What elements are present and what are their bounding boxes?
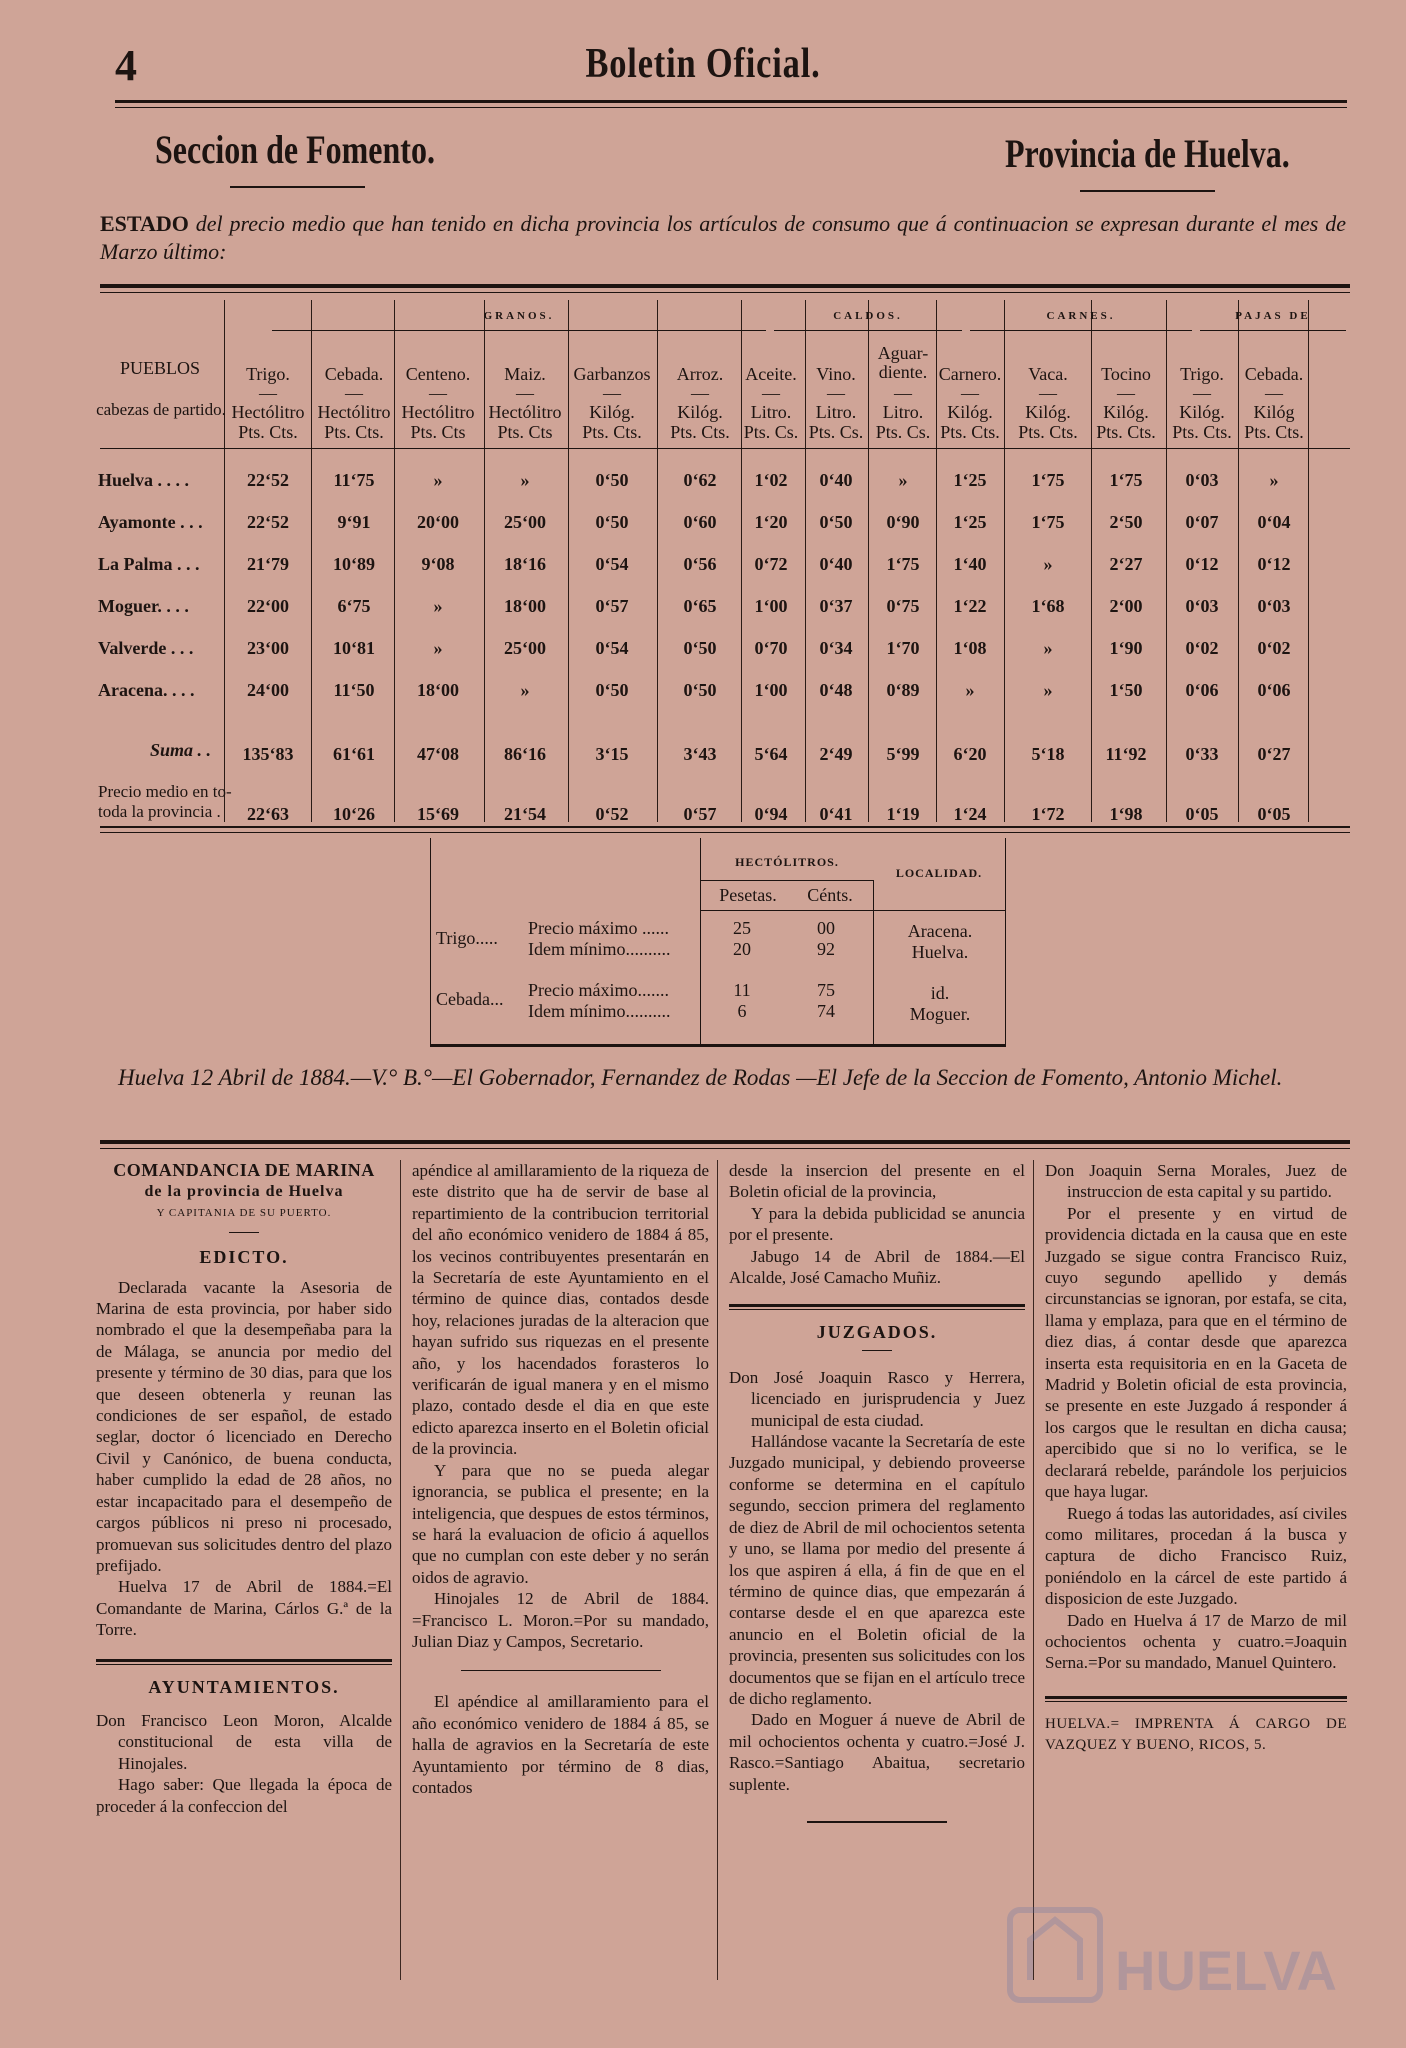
table-cell: 0‘03: [1185, 470, 1219, 490]
table-cell: 21‘79: [247, 554, 289, 574]
table-cell: 1‘75: [1031, 512, 1065, 532]
table-cell: 11‘75: [333, 470, 375, 490]
column-unit: Kilóg.: [1025, 402, 1071, 422]
column-money: Pts. Cs.: [743, 422, 799, 442]
table-group-header: GRANOS.: [483, 310, 555, 322]
column-money: Pts. Cts: [497, 422, 553, 442]
newspaper-title: Boletin Oficial.: [585, 41, 821, 87]
column-header-dash: —: [827, 383, 845, 403]
group-header-rule: [970, 330, 1192, 331]
table-cell: 0‘04: [1257, 512, 1291, 532]
edicto-signature: Huelva 17 de Abril de 1884.=El Comandante de Marina, Cárlos G.ª de la Torre.: [96, 1577, 392, 1640]
trigo-label: Trigo.....: [436, 928, 498, 948]
column-money: Pts. Cs.: [875, 422, 931, 442]
juez-municipal: Don José Joaquin Rasco y Herrera, licenciado en jurisprudencia y Juez municipal de esta ciudad.: [729, 1367, 1025, 1430]
requisitoria-text: Por el presente y en virtud de providencia dictada en la causa que en este Juzgado se sigue contra Francisco Ruiz, cuyo segundo apellido y demás circunstancias se ignoran, por estafa, se cita, llama y emplaza, para que en el término de diez dias, á contar desde que aparezca inserta esta requisitoria en en la Gaceta de Madrid y Boletin oficial de esta provincia, se presente en este Juzgado á responder á los cargos que le resultan en dicha causa; apercibido que si no lo verifica, se le declarará rebelde, parándole los perjuicios que haya lugar.: [1045, 1203, 1347, 1502]
group-header-rule: [1200, 330, 1346, 331]
column-header: Aguar-diente.: [877, 343, 929, 382]
table-cell: 1‘00: [754, 596, 788, 616]
localidad-value: Huelva.: [911, 942, 969, 962]
table-cell: 0‘90: [886, 512, 920, 532]
column-header-dash: —: [1039, 383, 1057, 403]
column-unit: Hectólitro: [317, 402, 391, 422]
frame-line: [700, 880, 874, 881]
group-header-rule: [774, 330, 962, 331]
table-row-name: Valverde . . .: [98, 638, 194, 658]
table-cell: 21‘54: [504, 804, 546, 824]
table-cell: 0‘40: [819, 554, 853, 574]
table-cell: 1‘24: [953, 804, 987, 824]
column-money: Pts. Cts.: [238, 422, 298, 442]
table-cell: 6‘75: [337, 596, 371, 616]
table-cell: 25‘00: [504, 638, 546, 658]
table-cell: 1‘98: [1109, 804, 1143, 824]
pueblos-header: PUEBLOS: [119, 358, 200, 378]
table-cell: 0‘07: [1185, 512, 1219, 532]
table-cell: »: [433, 638, 443, 658]
column-unit: Hectólitro: [488, 402, 562, 422]
column-money: Pts. Cts.: [324, 422, 384, 442]
table-cell: 1‘50: [1109, 680, 1143, 700]
table-cell: 1‘00: [754, 680, 788, 700]
table-cell: 1‘20: [754, 512, 788, 532]
estado-lead: ESTADO: [100, 211, 189, 236]
library-watermark: [1000, 1840, 1340, 2020]
table-cell: 0‘06: [1185, 680, 1219, 700]
table-cell: 0‘02: [1185, 638, 1219, 658]
column-unit: Hectólitro: [231, 402, 305, 422]
table-cell: 3‘43: [683, 744, 717, 764]
page-number: 4: [115, 41, 137, 90]
table-cell: 0‘50: [595, 512, 629, 532]
heading-dash: [229, 1232, 259, 1233]
table-cell: 0‘70: [754, 638, 788, 658]
table-cell: 0‘50: [683, 638, 717, 658]
table-cell: 0‘12: [1257, 554, 1291, 574]
table-cell: 0‘33: [1185, 744, 1219, 764]
column-header: Garbanzos: [573, 364, 651, 384]
edicto-heading: EDICTO.: [199, 1247, 289, 1268]
column-header: Vaca.: [1028, 364, 1068, 384]
table-bottom-rule: [100, 826, 1350, 828]
table-group-header: CALDOS.: [833, 310, 903, 322]
divider: [729, 1304, 1025, 1307]
table-row-name: Suma . .: [150, 740, 212, 760]
column-header: Cebada.: [1244, 364, 1304, 384]
table-row-name: La Palma . . .: [98, 554, 200, 574]
column-money: Pts. Cts.: [582, 422, 642, 442]
table-cell: 61‘61: [333, 744, 375, 764]
column-header: Centeno.: [405, 364, 471, 384]
table-group-header: CARNES.: [1046, 310, 1116, 322]
table-cell: 9‘91: [337, 512, 371, 532]
section-title-left: Seccion de Fomento.: [155, 127, 435, 172]
column-header: Tocino: [1101, 364, 1151, 384]
table-cell: 0‘62: [683, 470, 717, 490]
table-cell: 1‘19: [886, 804, 920, 824]
table-cell: 22‘00: [247, 596, 289, 616]
column-money: Pts. Cts.: [1018, 422, 1078, 442]
table-cell: »: [433, 470, 443, 490]
table-cell: 20‘00: [417, 512, 459, 532]
column-money: Pts. Cts.: [1172, 422, 1232, 442]
table-row-name: Aracena. . . .: [98, 680, 195, 700]
apendice-text: El apéndice al amillaramiento para el año económico venidero de 1884 á 85, se halla de agravios en la Secretaría de este Ayuntamiento por término de 8 dias, contados: [412, 1692, 709, 1797]
table-cell: 1‘72: [1031, 804, 1065, 824]
table-top-rule-thin: [100, 292, 1350, 293]
table-cell: 0‘65: [683, 596, 717, 616]
table-cell: »: [520, 470, 530, 490]
table-cell: 0‘94: [754, 804, 788, 824]
precio-max-label: Precio máximo ......: [528, 918, 669, 938]
table-cell: 22‘63: [247, 804, 289, 824]
imprenta-colophon: HUELVA.= IMPRENTA Á CARGO DE VAZQUEZ Y BUENO, RICOS, 5.: [1045, 1715, 1347, 1754]
column-header-dash: —: [961, 383, 979, 403]
localidad-header: LOCALIDAD.: [895, 866, 983, 880]
table-cell: 5‘64: [754, 744, 788, 764]
brace: [520, 920, 522, 960]
table-cell: 11‘92: [1105, 744, 1147, 764]
hinojales-alcalde: Don Francisco Leon Moron, Alcalde constitucional de esta villa de Hinojales.: [96, 1710, 392, 1773]
cents-value: 74: [817, 1001, 835, 1021]
ruego-text: Ruego á todas las autoridades, así civiles como militares, procedan á la busca y captura de dicho Francisco Ruiz, poniéndolo en la cárcel de este partido á disposicion de este Juzgado.: [1045, 1503, 1347, 1609]
column-header: Arroz.: [676, 364, 724, 384]
cents-value: 75: [817, 980, 835, 1000]
table-cell: 5‘99: [886, 744, 920, 764]
table-cell: »: [433, 596, 443, 616]
pesetas-value: 20: [733, 939, 751, 959]
table-cell: 1‘40: [953, 554, 987, 574]
table-cell: 23‘00: [247, 638, 289, 658]
divider-thin: [96, 1664, 392, 1665]
table-cell: 1‘22: [953, 596, 987, 616]
end-rule: [807, 1821, 947, 1823]
header-rule-thin: [115, 107, 1347, 108]
table-cell: 0‘03: [1185, 596, 1219, 616]
idem-min-label: Idem mínimo..........: [528, 1001, 671, 1021]
table-cell: 2‘50: [1109, 512, 1143, 532]
table-cell: 0‘03: [1257, 596, 1291, 616]
divider-thin: [1045, 1701, 1347, 1702]
column-unit: Kilóg.: [677, 402, 723, 422]
frame-line: [700, 910, 874, 911]
column-header-dash: —: [1117, 383, 1135, 403]
table-cell: 86‘16: [504, 744, 546, 764]
juzgados-heading: JUZGADOS.: [816, 1322, 938, 1343]
hinojales-text-start: Hago saber: Que llegada la época de proceder á la confeccion del: [96, 1775, 392, 1816]
pueblos-subheader: cabezas de partido.: [96, 400, 226, 419]
table-cell: 1‘90: [1109, 638, 1143, 658]
frame-line: [873, 910, 1005, 911]
comandancia-heading: COMANDANCIA DE MARINA: [113, 1160, 375, 1180]
table-cell: 0‘50: [683, 680, 717, 700]
column-money: Pts. Cts.: [940, 422, 1000, 442]
table-cell: 0‘57: [683, 804, 717, 824]
table-cell: 0‘50: [819, 512, 853, 532]
hinojales-ignorancia: Y para que no se pueda alegar ignorancia, se publica el presente; en la inteligencia, que despues de estos términos, se hará la evaluacion de oficio á aquellos que no cumplan con este deber y no serán oidos de agravio.: [412, 1460, 709, 1587]
divider: [461, 1670, 661, 1671]
table-row-name: Precio medio en to-: [98, 782, 232, 801]
column-header: Maiz.: [504, 364, 546, 384]
column-unit: Kilóg: [1253, 402, 1295, 422]
column-unit: Kilóg.: [947, 402, 993, 422]
cents-value: 00: [817, 918, 835, 938]
table-row-name: Moguer. . . .: [98, 596, 189, 616]
table-cell: 0‘37: [819, 596, 853, 616]
table-cell: 0‘60: [683, 512, 717, 532]
table-cell: 0‘54: [595, 638, 629, 658]
heading-dash: [862, 1350, 892, 1351]
divider-thin: [729, 1309, 1025, 1310]
jabugo-signature: Jabugo 14 de Abril de 1884.—El Alcalde, José Camacho Muñiz.: [729, 1246, 1025, 1288]
table-cell: 18‘16: [504, 554, 546, 574]
table-top-rule: [100, 284, 1350, 288]
localidad-value: Aracena.: [907, 921, 973, 941]
table-cell: »: [520, 680, 530, 700]
table-cell: 0‘50: [595, 680, 629, 700]
estado-text: del precio medio que han tenido en dicha provincia los artículos de consumo que á continuacion se expresan durante el mes de Marzo último:: [100, 211, 1346, 264]
table-cell: 47‘08: [417, 744, 459, 764]
pesetas-value: 11: [733, 980, 751, 1000]
table-cell: 24‘00: [247, 680, 289, 700]
table-cell: 1‘25: [953, 470, 987, 490]
column-header: Carnero.: [938, 364, 1002, 384]
table-cell: 0‘48: [819, 680, 853, 700]
localidad-value: Moguer.: [909, 1004, 971, 1024]
table-cell: 0‘27: [1257, 744, 1291, 764]
column-header-dash: —: [259, 383, 277, 403]
comandancia-subheading: de la provincia de Huelva: [144, 1183, 344, 1201]
watermark-text: HUELVA: [1115, 1939, 1337, 2002]
hectolitros-header: HECTÓLITROS.: [735, 855, 839, 869]
section-ornament-right: [1080, 190, 1215, 192]
section-title-right: Provincia de Huelva.: [1005, 131, 1290, 176]
column-4: [1045, 1160, 1347, 1757]
table-row-name: toda la provincia .: [98, 802, 221, 821]
table-cell: 11‘50: [333, 680, 375, 700]
table-cell: 0‘50: [595, 470, 629, 490]
column-header: Vino.: [816, 364, 856, 384]
table-cell: 5‘18: [1031, 744, 1065, 764]
table-cell: 0‘54: [595, 554, 629, 574]
table-cell: 0‘40: [819, 470, 853, 490]
column-header-dash: —: [762, 383, 780, 403]
table-cell: 0‘02: [1257, 638, 1291, 658]
column-unit: Litro.: [750, 402, 792, 422]
table-cell: »: [965, 680, 975, 700]
table-cell: 6‘20: [953, 744, 987, 764]
jabugo-text: desde la insercion del presente en el Boletin oficial de la provincia,: [729, 1161, 1025, 1202]
column-money: Pts. Cs.: [808, 422, 864, 442]
table-row-name: Huelva . . . .: [98, 470, 190, 490]
table-cell: 1‘25: [953, 512, 987, 532]
table-cell: 10‘89: [333, 554, 375, 574]
table-cell: 22‘52: [247, 512, 289, 532]
table-cell: 0‘06: [1257, 680, 1291, 700]
moguer-signature: Dado en Moguer á nueve de Abril de mil ochocientos ochenta y cuatro.=José J. Rasco.=Santiago Abaitua, secretario suplente.: [729, 1710, 1025, 1794]
column-header-dash: —: [1193, 383, 1211, 403]
column-header: Trigo.: [1180, 364, 1224, 384]
table-cell: »: [1043, 680, 1053, 700]
table-cell: 0‘72: [754, 554, 788, 574]
idem-min-label: Idem mínimo..........: [528, 939, 671, 959]
table-cell: 18‘00: [417, 680, 459, 700]
table-cell: »: [898, 470, 908, 490]
column-header-dash: —: [516, 383, 534, 403]
column-unit: Hectólitro: [401, 402, 475, 422]
column-unit: Litro.: [882, 402, 924, 422]
fomento-signature: Huelva 12 Abril de 1884.—V.° B.°—El Gobernador, Fernandez de Rodas —El Jefe de la Seccion de Fomento, Antonio Michel.: [118, 1065, 1283, 1090]
header-rule: [115, 100, 1347, 103]
pesetas-header: Pesetas.: [719, 885, 777, 905]
column-header-dash: —: [894, 383, 912, 403]
column-money: Pts. Cts.: [1244, 422, 1304, 442]
table-cell: »: [1269, 470, 1279, 490]
hinojales-text-cont: apéndice al amillaramiento de la riqueza de este distrito que ha de servir de base al repartimiento de la contribucion territorial del año económico venidero de 1884 á 85, los vecinos contribuyentes presentarán en la Secretaría de este Ayuntamiento en el término de quince dias, contados desde hoy, relaciones juradas de la alteracion que hayan sufrido sus riquezas en el presente año, y los hacendados forasteros lo verificarán de igual manera y en el mismo plazo, contado desde el dia en que este edicto aparezca inserto en el Boletin oficial de la provincia.: [412, 1161, 709, 1459]
column-money: Pts. Cts.: [670, 422, 730, 442]
column-header: Aceite.: [745, 364, 797, 384]
table-cell: 2‘49: [819, 744, 853, 764]
column-money: Pts. Cts.: [1096, 422, 1156, 442]
column-separator: [400, 1160, 401, 1980]
table-cell: 135‘83: [242, 744, 294, 764]
pesetas-value: 6: [737, 1001, 747, 1021]
table-cell: »: [1043, 638, 1053, 658]
columns-top-rule-thin: [100, 1148, 1350, 1149]
column-header: Trigo.: [246, 364, 290, 384]
column-header-dash: —: [603, 383, 621, 403]
column-2: [412, 1160, 709, 1798]
table-cell: 10‘26: [333, 804, 375, 824]
table-header-rule: [100, 448, 1350, 449]
column-3: [729, 1160, 1025, 1823]
table-cell: 0‘41: [819, 804, 853, 824]
table-cell: 2‘27: [1109, 554, 1143, 574]
table-cell: 10‘81: [333, 638, 375, 658]
table-cell: 1‘75: [1031, 470, 1065, 490]
hinojales-signature: Hinojales 12 de Abril de 1884. =Francisco L. Moron.=Por su mandado, Julian Diaz y Campos, Secretario.: [412, 1589, 709, 1651]
frame-line: [430, 838, 431, 1044]
precio-max-label: Precio máximo.......: [528, 980, 669, 1000]
columns-top-rule: [100, 1140, 1350, 1144]
table-cell: 1‘02: [754, 470, 788, 490]
frame-bottom: [430, 1044, 1006, 1047]
table-cell: 0‘52: [595, 804, 629, 824]
frame-line: [1005, 838, 1006, 1044]
table-cell: 0‘05: [1257, 804, 1291, 824]
table-cell: 0‘56: [683, 554, 717, 574]
cents-header: Cénts.: [807, 885, 853, 905]
divider: [1045, 1696, 1347, 1699]
table-row-name: Ayamonte . . .: [98, 512, 203, 532]
table-cell: 1‘70: [886, 638, 920, 658]
jabugo-publicidad: Y para la debida publicidad se anuncia por el presente.: [729, 1203, 1025, 1245]
ayuntamientos-heading: AYUNTAMIENTOS.: [148, 1676, 340, 1697]
column-1: [96, 1160, 392, 1817]
table-cell: 15‘69: [417, 804, 459, 824]
edicto-text: Declarada vacante la Asesoria de Marina de esta provincia, por haber sido nombrado el que la desempeñaba para la de Málaga, se anuncia por medio del presente y término de 30 dias, para que los que deseen obtenerla y reunan las condiciones de ser español, de estado seglar, doctor ó licenciado en Derecho Civil y Canónico, de buena conducta, haber cumplido la edad de 28 años, no estar incapacitado para el desempeño de cargos públicos ni preso ni procesado, promuevan sus solicitudes dentro del plazo prefijado.: [96, 1277, 392, 1575]
table-cell: 2‘00: [1109, 596, 1143, 616]
column-header-dash: —: [691, 383, 709, 403]
estado-paragraph: [100, 210, 1346, 266]
juez-instruccion: Don Joaquin Serna Morales, Juez de instruccion de esta capital y su partido.: [1045, 1161, 1347, 1202]
section-ornament-left: [230, 186, 365, 188]
table-cell: 0‘89: [886, 680, 920, 700]
table-cell: »: [1043, 554, 1053, 574]
column-unit: Kilóg.: [1103, 402, 1149, 422]
localidad-value: id.: [930, 983, 950, 1003]
cebada-label: Cebada...: [436, 989, 504, 1009]
table-cell: 25‘00: [504, 512, 546, 532]
table-cell: 1‘68: [1031, 596, 1065, 616]
table-bottom-rule-thin: [100, 832, 1350, 833]
table-cell: 0‘57: [595, 596, 629, 616]
table-cell: 1‘75: [1109, 470, 1143, 490]
column-header-dash: —: [345, 383, 363, 403]
table-cell: 0‘75: [886, 596, 920, 616]
column-header: Cebada.: [324, 364, 384, 384]
table-cell: 22‘52: [247, 470, 289, 490]
column-header-dash: —: [1265, 383, 1283, 403]
pesetas-value: 25: [733, 918, 751, 938]
column-unit: Litro.: [815, 402, 857, 422]
column-separator: [717, 1160, 718, 1980]
table-cell: 9‘08: [421, 554, 455, 574]
huelva-signature: Dado en Huelva á 17 de Marzo de mil ochocientos ochenta y cuatro.=Joaquin Serna.=Por su mandado, Manuel Quintero.: [1045, 1610, 1347, 1673]
vacante-secretaria-text: Hallándose vacante la Secretaría de este Juzgado municipal, y debiendo proveerse conforme se determina en el capítulo segundo, seccion primera del reglamento de diez de Abril de mil ochocientos setenta y uno, se llama por medio del presente á los que aspiren á ella, á fin de que en el término de quince dias, que empezarán á contarse desde el en que aparezca este anuncio en el Boletin oficial de la provincia, presenten sus solicitudes con los documentos que se fijan en el artículo trece de dicho reglamento.: [729, 1432, 1025, 1708]
table-group-header: PAJAS DE: [1235, 310, 1311, 322]
table-cell: 0‘12: [1185, 554, 1219, 574]
table-cell: 1‘75: [886, 554, 920, 574]
column-unit: Kilóg.: [1179, 402, 1225, 422]
table-cell: 18‘00: [504, 596, 546, 616]
table-cell: 1‘08: [953, 638, 987, 658]
column-unit: Kilóg.: [589, 402, 635, 422]
cents-value: 92: [817, 939, 835, 959]
column-money: Pts. Cts: [410, 422, 466, 442]
group-header-rule: [272, 330, 766, 331]
table-cell: 3‘15: [595, 744, 629, 764]
column-header-dash: —: [429, 383, 447, 403]
table-cell: 0‘05: [1185, 804, 1219, 824]
table-cell: 0‘34: [819, 638, 853, 658]
divider: [96, 1659, 392, 1662]
capitania-heading: Y CAPITANIA DE SU PUERTO.: [156, 1206, 332, 1219]
